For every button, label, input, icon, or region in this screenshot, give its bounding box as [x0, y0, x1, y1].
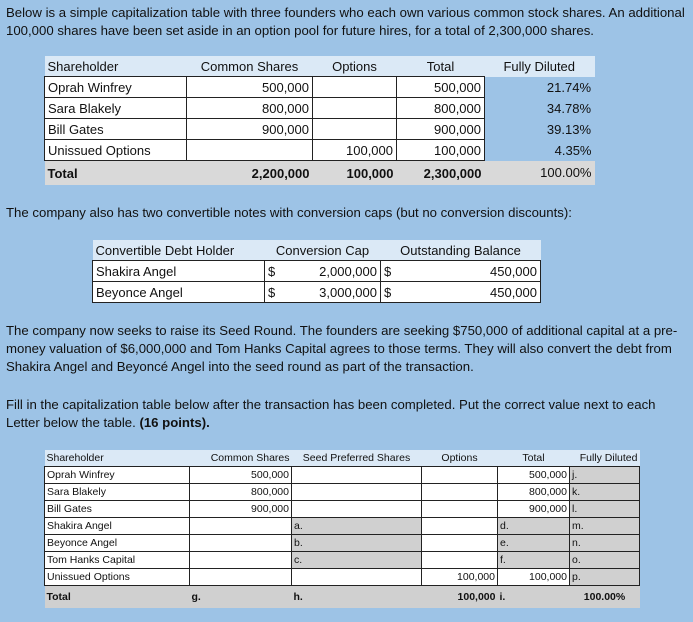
answer-cell[interactable]: o.: [570, 552, 640, 569]
cell: 500,000: [187, 77, 313, 98]
col-header: Shareholder: [45, 56, 187, 77]
cell: 500,000: [190, 467, 292, 484]
cell: Sara Blakely: [45, 98, 187, 119]
answer-cell[interactable]: i.: [499, 591, 506, 603]
currency: $: [265, 282, 287, 303]
answer-cell[interactable]: p.: [570, 569, 640, 586]
cell: [190, 518, 292, 535]
cell: [292, 501, 422, 518]
cell: 800,000: [187, 98, 313, 119]
cell: [422, 484, 498, 501]
cell: 800,000: [397, 98, 485, 119]
cell: [422, 501, 498, 518]
answer-cell[interactable]: k.: [570, 484, 640, 501]
col-header: Fully Diluted: [485, 56, 595, 77]
table-row: [45, 140, 595, 161]
col-header: Conversion Cap: [265, 240, 381, 261]
cell: 500,000: [498, 467, 570, 484]
cap-table-header: [45, 56, 595, 77]
currency: $: [265, 261, 287, 282]
cell: 900,000: [187, 119, 313, 140]
notes-table: [92, 240, 541, 303]
cell: 3,000,000: [287, 282, 381, 303]
cell: Beyonce Angel: [93, 282, 265, 303]
cell: 500,000: [397, 77, 485, 98]
answer-cell[interactable]: d.: [498, 518, 570, 535]
answer-cell[interactable]: h.: [293, 591, 303, 603]
cell: 100,000: [498, 569, 570, 586]
instructions-points: (16 points).: [139, 415, 210, 430]
cell: Unissued Options: [45, 140, 187, 161]
table-row: [45, 484, 640, 501]
col-header: Convertible Debt Holder: [93, 240, 265, 261]
cell: [422, 535, 498, 552]
cell: 100,000: [422, 569, 498, 586]
cell: 900,000: [397, 119, 485, 140]
cell: 2,200,000: [251, 165, 310, 181]
col-header: Seed Preferred Shares: [292, 450, 422, 467]
cell: Shakira Angel: [93, 261, 265, 282]
cell: 100.00%: [583, 591, 626, 603]
cell: 900,000: [498, 501, 570, 518]
cell: 100,000: [346, 165, 394, 181]
answer-cell[interactable]: n.: [570, 535, 640, 552]
cap-table: [44, 56, 595, 185]
cell: Tom Hanks Capital: [45, 552, 190, 569]
currency: $: [381, 261, 399, 282]
cell: Shakira Angel: [45, 518, 190, 535]
answer-cell[interactable]: l.: [570, 501, 640, 518]
cell: 100,000: [397, 140, 485, 161]
cell: Bill Gates: [45, 119, 187, 140]
total-row: [45, 161, 595, 186]
cell: 2,300,000: [423, 165, 482, 181]
cell: 100,000: [313, 140, 397, 161]
cell: 800,000: [498, 484, 570, 501]
table-row: [45, 77, 595, 98]
cell: [187, 140, 313, 161]
cell: 21.74%: [546, 79, 591, 95]
cell: Total: [47, 165, 78, 181]
cell: [422, 552, 498, 569]
cell: [292, 467, 422, 484]
table-row: [45, 501, 640, 518]
cell: [292, 484, 422, 501]
seed-cap-table: [44, 450, 640, 608]
answer-cell[interactable]: a.: [292, 518, 422, 535]
answer-cell[interactable]: b.: [292, 535, 422, 552]
cell: 100,000: [457, 591, 496, 603]
cell: Beyonce Angel: [45, 535, 190, 552]
answer-cell[interactable]: g.: [191, 591, 201, 603]
table-row: [45, 535, 640, 552]
col-header: Total: [397, 56, 485, 77]
intro-text: Below is a simple capitalization table with three founders who each own various common stock shares. An additional 100,000 shares have been set aside in an option pool for future hires, for a total of 2,300,000 shares.: [6, 5, 685, 38]
cell: 2,000,000: [287, 261, 381, 282]
cell: Oprah Winfrey: [45, 467, 190, 484]
cell: [190, 535, 292, 552]
cell: Total: [46, 591, 71, 603]
answer-cell[interactable]: m.: [570, 518, 640, 535]
col-header: Shareholder: [45, 450, 190, 467]
cell: 39.13%: [546, 121, 591, 137]
col-header: Fully Diluted: [570, 450, 640, 467]
col-header: Outstanding Balance: [381, 240, 541, 261]
cell: Unissued Options: [45, 569, 190, 586]
cell: Sara Blakely: [45, 484, 190, 501]
table-row: [45, 119, 595, 140]
table-row: [45, 518, 640, 535]
cell: [313, 77, 397, 98]
cell: 450,000: [399, 282, 541, 303]
cell: 900,000: [190, 501, 292, 518]
table-row: [45, 552, 640, 569]
answer-cell[interactable]: j.: [570, 467, 640, 484]
cell: [313, 98, 397, 119]
table-row: [45, 98, 595, 119]
answer-cell[interactable]: c.: [292, 552, 422, 569]
cell: Bill Gates: [45, 501, 190, 518]
table-row: [93, 282, 541, 303]
notes-intro-text: The company also has two convertible notes with conversion caps (but no conversion discounts):: [6, 205, 572, 220]
currency: $: [381, 282, 399, 303]
col-header: Common Shares: [190, 450, 292, 467]
table-row: [45, 467, 640, 484]
table-row: [93, 261, 541, 282]
cell: [292, 569, 422, 586]
seed-text: The company now seeks to raise its Seed Round. The founders are seeking $750,000 of additional capital at a pre-money valuation of $6,000,000 and Tom Hanks Capital agrees to those terms. They will also convert the debt from Shakira Angel and Beyoncé Angel into the seed round as part of the transaction.: [6, 323, 678, 374]
cell: [422, 467, 498, 484]
col-header: Options: [313, 56, 397, 77]
cell: [313, 119, 397, 140]
col-header: Options: [422, 450, 498, 467]
cell: [190, 552, 292, 569]
cell: 800,000: [190, 484, 292, 501]
instructions-text: Fill in the capitalization table below after the transaction has been completed. Put the correct value next to each Letter below the table.: [6, 397, 656, 430]
cell: 450,000: [399, 261, 541, 282]
notes-table-header: [93, 240, 541, 261]
cell: Oprah Winfrey: [45, 77, 187, 98]
cell: 4.35%: [554, 142, 592, 158]
total-row: [45, 586, 640, 609]
instructions: [6, 396, 686, 432]
answer-cell[interactable]: f.: [498, 552, 570, 569]
cell: [422, 518, 498, 535]
cell: [190, 569, 292, 586]
seed-table-header: [45, 450, 640, 467]
answer-cell[interactable]: e.: [498, 535, 570, 552]
col-header: Total: [498, 450, 570, 467]
col-header: Common Shares: [187, 56, 313, 77]
table-row: [45, 569, 640, 586]
cell: 34.78%: [546, 100, 591, 116]
cell: 100.00%: [540, 165, 592, 181]
